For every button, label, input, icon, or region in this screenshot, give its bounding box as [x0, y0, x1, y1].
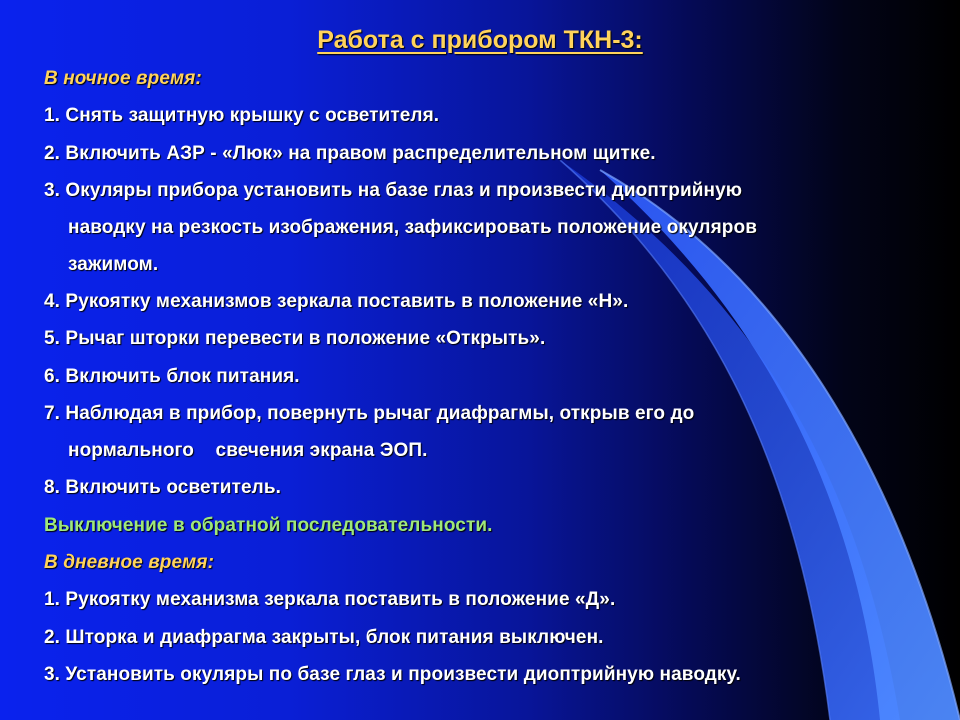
slide-title: Работа с прибором ТКН-3:: [317, 26, 643, 54]
day-heading: В дневное время:: [44, 552, 215, 573]
night-step-7-cont: нормального свечения экрана ЭОП.: [68, 440, 428, 461]
day-step-1: 1. Рукоятку механизма зеркала поставить в положение «Д».: [44, 589, 616, 610]
night-step-3: 3. Окуляры прибора установить на базе глаз и произвести диоптрийную: [44, 180, 743, 201]
day-step-3: 3. Установить окуляры по базе глаз и произвести диоптрийную наводку.: [44, 664, 741, 685]
night-step-7: 7. Наблюдая в прибор, повернуть рычаг диафрагмы, открыв его до: [44, 403, 695, 424]
off-note: Выключение в обратной последовательности.: [44, 515, 493, 536]
night-step-3-cont-2: зажимом.: [68, 254, 159, 275]
night-heading: В ночное время:: [44, 68, 202, 89]
night-step-4: 4. Рукоятку механизмов зеркала поставить в положение «Н».: [44, 291, 629, 312]
night-step-2: 2. Включить АЗР - «Люк» на правом распределительном щитке.: [44, 143, 656, 164]
night-step-5: 5. Рычаг шторки перевести в положение «Открыть».: [44, 328, 546, 349]
night-step-8: 8. Включить осветитель.: [44, 477, 281, 498]
day-step-2: 2. Шторка и диафрагма закрыты, блок питания выключен.: [44, 627, 604, 648]
night-step-3-cont-1: наводку на резкость изображения, зафиксировать положение окуляров: [68, 217, 757, 238]
night-step-1: 1. Снять защитную крышку с осветителя.: [44, 105, 440, 126]
night-step-6: 6. Включить блок питания.: [44, 366, 300, 387]
